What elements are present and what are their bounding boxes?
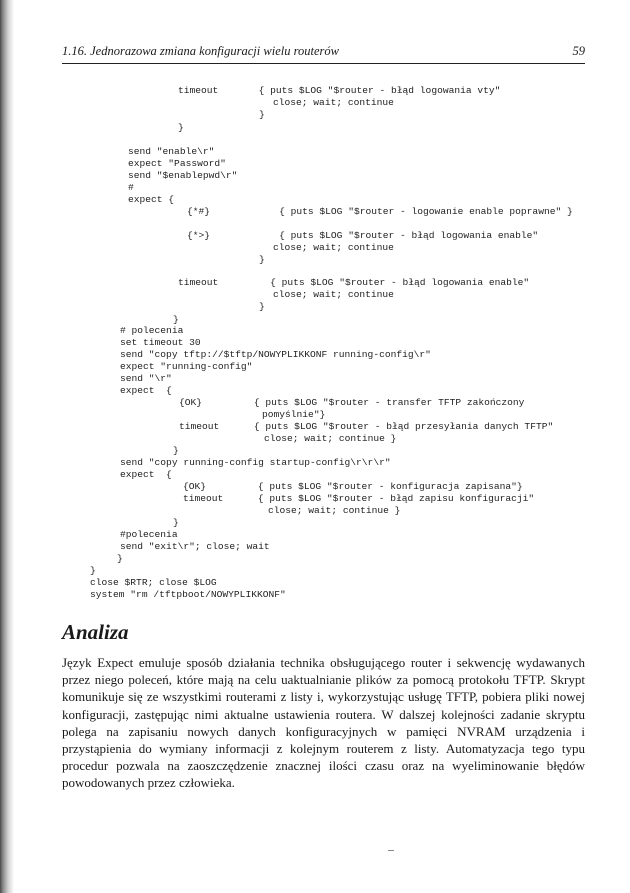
code-line: send "copy running-config startup-config\r\r\r" — [120, 457, 391, 468]
code-line: } — [259, 109, 265, 120]
code-line: expect "running-config" — [120, 361, 253, 372]
code-line: system "rm /tftpboot/NOWYPLIKKONF" — [90, 589, 286, 600]
code-line: expect { — [120, 469, 172, 480]
code-line: close; wait; continue — [273, 97, 394, 108]
code-line: close; wait; continue } — [264, 433, 397, 444]
code-line: } — [90, 565, 96, 576]
code-line: } — [173, 445, 179, 456]
analysis-paragraph: Język Expect emuluje sposób działania technika obsługującego router i sekwencję wydawanych przez niego poleceń, które mają na celu uaktualnianie plików za pomocą protokołu TFTP. Skrypt komunikuje się ze wszystkimi routerami z listy i, wykorzystując usługę TFTP, pobiera pliki nowej konfiguracji, zastępując nimi aktualne ustawienia routera. W dalszej kolejności zadanie skryptu polega na zapisaniu nowych danych konfiguracyjnych w pamięci NVRAM urządzenia i przystąpienia do wymiany informacji z kolejnym routerem z listy. Automatyzacja tego typu procedur pozwala na zaoszczędzenie znacznej ilości czasu oraz na wyeliminowanie błędów powodowanych przez człowieka. — [62, 655, 585, 791]
code-line: close; wait; continue — [273, 242, 394, 253]
code-line: expect { — [120, 385, 172, 396]
code-line: {*>} { puts $LOG "$router - błąd logowania enable" — [187, 230, 539, 241]
code-line: #polecenia — [120, 529, 178, 540]
code-line: } — [178, 122, 184, 133]
code-line: send "enable\r" — [128, 146, 215, 157]
code-line: {OK} { puts $LOG "$router - konfiguracja zapisana"} — [183, 481, 523, 492]
code-line: timeout { puts $LOG "$router - błąd zapisu konfiguracji" — [183, 493, 535, 504]
code-line: close; wait; continue } — [268, 505, 401, 516]
code-line: close $RTR; close $LOG — [90, 577, 217, 588]
code-line: # polecenia — [120, 325, 184, 336]
code-line: send "\r" — [120, 373, 172, 384]
code-line: send "copy tftp://$tftp/NOWYPLIKKONF running-config\r" — [120, 349, 431, 360]
code-line: } — [117, 553, 123, 564]
code-line: timeout { puts $LOG "$router - błąd logowania vty" — [178, 85, 501, 96]
code-line: expect "Password" — [128, 158, 226, 169]
footer-mark — [388, 850, 394, 851]
page-number: 59 — [572, 44, 585, 58]
code-line: timeout { puts $LOG "$router - błąd przesyłania danych TFTP" — [179, 421, 554, 432]
code-line: {OK} { puts $LOG "$router - transfer TFTP zakończony — [179, 397, 525, 408]
code-line: expect { — [128, 194, 175, 205]
code-line: # — [128, 182, 134, 193]
code-line: send "exit\r"; close; wait — [120, 541, 270, 552]
code-line: timeout { puts $LOG "$router - błąd logowania enable" — [178, 277, 530, 288]
code-line: pomyślnie"} — [262, 409, 326, 420]
code-line: } — [259, 301, 265, 312]
code-line: } — [173, 517, 179, 528]
code-line: send "$enablepwd\r" — [128, 170, 238, 181]
code-line: } — [259, 254, 265, 265]
code-line: close; wait; continue — [273, 289, 394, 300]
code-line: } — [173, 314, 179, 325]
header-title: 1.16. Jednorazowa zmiana konfiguracji wielu routerów — [62, 44, 339, 58]
section-title: Analiza — [62, 620, 129, 644]
code-line: set timeout 30 — [120, 337, 201, 348]
code-line: {*#} { puts $LOG "$router - logowanie enable poprawne" } — [187, 206, 573, 217]
